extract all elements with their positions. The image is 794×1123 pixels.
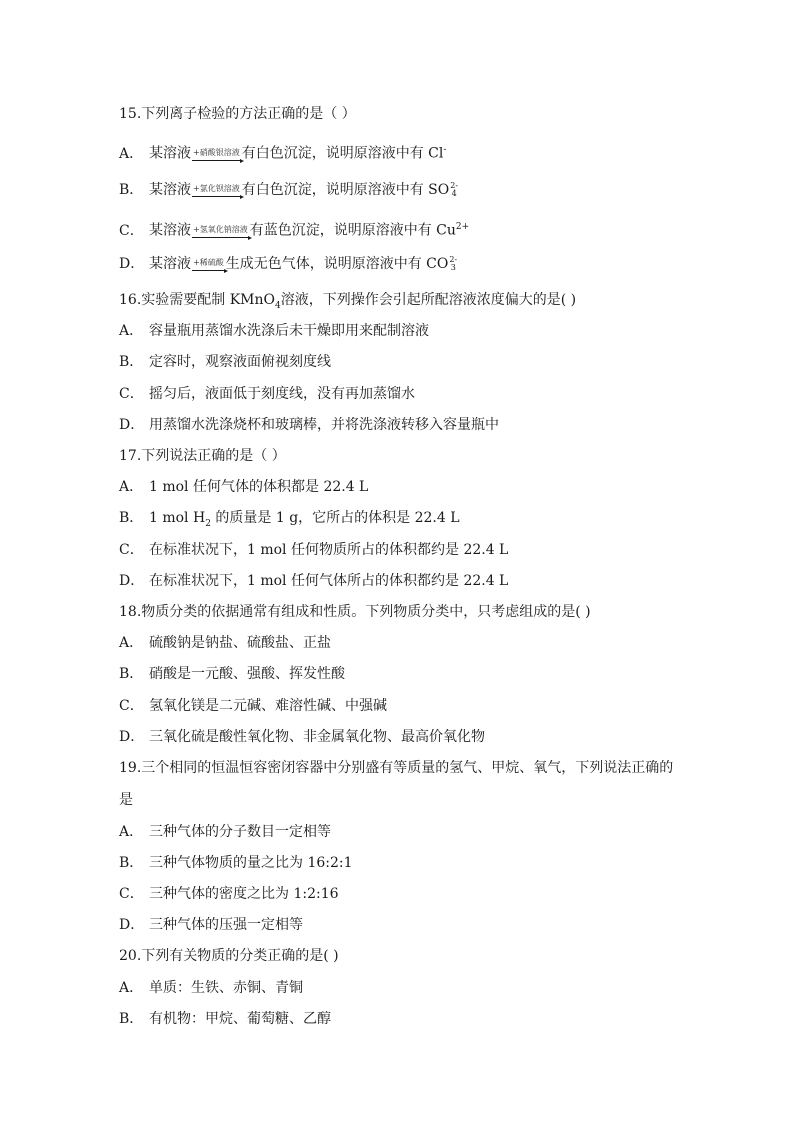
q18-option-b xyxy=(119,664,345,684)
ion-charge: - xyxy=(443,145,447,155)
option-text-post: 有白色沉淀，说明原溶液中有 Cl xyxy=(241,145,444,162)
option-label: D． xyxy=(119,417,145,433)
option-label: C． xyxy=(119,698,144,714)
q15-option-a xyxy=(119,140,446,164)
option-text: 有机物：甲烷、葡萄糖、乙醇 xyxy=(149,1011,331,1027)
option-text-post: 生成无色气体，说明原溶液中有 CO xyxy=(225,256,449,272)
q20-stem: 20.下列有关物质的分类正确的是( ) xyxy=(119,948,339,964)
option-label: A． xyxy=(119,323,144,339)
q16-stem xyxy=(119,290,576,316)
option-label: D． xyxy=(119,729,145,745)
reagent-arrow: +硝酸银溶液 xyxy=(192,149,241,161)
option-text-pre: 1 mol H xyxy=(149,510,206,526)
option-text-post: 的质量是 1 g，它所占的体积是 22.4 L xyxy=(210,510,460,526)
frac-bottom: 3 xyxy=(450,263,456,272)
q15-option-b xyxy=(119,180,458,200)
ion-charge: 2+ xyxy=(455,222,470,232)
ion-charge-fraction xyxy=(450,182,458,198)
option-text: 硝酸是一元酸、强酸、挥发性酸 xyxy=(149,666,345,682)
q17-option-c xyxy=(119,540,508,560)
option-text-post: 有白色沉淀，说明原溶液中有 SO xyxy=(241,182,450,198)
option-text: 用蒸馏水洗涤烧杯和玻璃棒，并将洗涤液转移入容量瓶中 xyxy=(149,417,499,433)
option-text-post: 有蓝色沉淀，说明原溶液中有 Cu xyxy=(249,222,456,239)
q17-stem: 17.下列说法正确的是（ ） xyxy=(119,448,286,464)
q20-option-b xyxy=(119,1009,331,1029)
reagent-arrow: +氯化钡溶液 xyxy=(192,185,241,197)
q16-option-b xyxy=(119,352,331,372)
option-text: 三种气体的压强一定相等 xyxy=(149,917,303,933)
option-label: B． xyxy=(119,1011,144,1027)
q15-stem: 15.下列离子检验的方法正确的是（ ） xyxy=(119,106,356,122)
q18-option-a xyxy=(119,633,331,653)
option-label: C． xyxy=(119,386,144,402)
option-text-pre: 某溶液 xyxy=(149,222,191,239)
option-label: A． xyxy=(119,635,144,651)
q19-option-b xyxy=(119,853,353,873)
option-text: 氢氧化镁是二元碱、难溶性碱、中强碱 xyxy=(149,698,387,714)
option-text: 单质：生铁、赤铜、青铜 xyxy=(149,980,303,996)
q18-stem: 18.物质分类的依据通常有组成和性质。下列物质分类中，只考虑组成的是( ) xyxy=(119,604,591,620)
option-text: 硫酸钠是钠盐、硫酸盐、正盐 xyxy=(149,635,331,651)
option-text: 在标准状况下，1 mol 任何物质所占的体积都约是 22.4 L xyxy=(149,542,509,558)
frac-top: 2- xyxy=(449,255,458,264)
option-text: 定容时，观察液面俯视刻度线 xyxy=(149,354,331,370)
option-text: 三种气体的分子数目一定相等 xyxy=(149,824,331,840)
q18-option-c xyxy=(119,696,387,716)
q18-option-d xyxy=(119,727,485,747)
option-label: C． xyxy=(119,542,144,558)
option-text: 1 mol 任何气体的体积都是 22.4 L xyxy=(149,479,369,495)
option-text: 三种气体物质的量之比为 16:2:1 xyxy=(149,855,353,871)
option-label: B． xyxy=(119,855,144,871)
option-text-pre: 某溶液 xyxy=(149,145,191,162)
reagent-arrow: +氢氧化钠溶液 xyxy=(192,226,249,238)
option-label: A． xyxy=(119,145,144,162)
reagent-arrow: +稀硫酸 xyxy=(192,259,225,271)
option-text: 三氧化硫是酸性氧化物、非金属氧化物、最高价氧化物 xyxy=(149,729,485,745)
q16-option-d xyxy=(119,415,499,435)
ion-charge-fraction xyxy=(449,256,457,272)
frac-top: 2- xyxy=(450,181,459,190)
q20-option-a xyxy=(119,978,303,998)
option-label: D． xyxy=(119,573,145,589)
q17-option-d xyxy=(119,571,508,591)
option-label: A． xyxy=(119,479,144,495)
q19-option-d xyxy=(119,915,303,935)
q19-option-a xyxy=(119,822,331,842)
q17-option-b xyxy=(119,508,460,534)
q19-option-c xyxy=(119,884,339,904)
option-label: B． xyxy=(119,354,144,370)
option-label: B． xyxy=(119,182,144,198)
option-label: C． xyxy=(119,886,144,902)
option-text: 在标准状况下，1 mol 任何气体所占的体积都约是 22.4 L xyxy=(149,573,509,589)
q17-option-a xyxy=(119,477,368,497)
subscript: 2 xyxy=(205,518,211,529)
q15-option-c xyxy=(119,217,469,241)
option-text: 三种气体的密度之比为 1:2:16 xyxy=(149,886,339,902)
stem-post: 溶液，下列操作会引起所配溶液浓度偏大的是( ) xyxy=(280,292,577,308)
option-label: A． xyxy=(119,980,144,996)
subscript: 4 xyxy=(275,300,281,311)
option-label: B． xyxy=(119,666,144,682)
option-label: A． xyxy=(119,824,144,840)
option-text: 容量瓶用蒸馏水洗涤后未干燥即用来配制溶液 xyxy=(149,323,429,339)
option-text: 摇匀后，液面低于刻度线，没有再加蒸馏水 xyxy=(149,386,415,402)
option-label: C． xyxy=(119,222,144,239)
q19-stem: 19.三个相同的恒温恒容密闭容器中分别盛有等质量的氢气、甲烷、氧气，下列说法正确的是 xyxy=(119,760,674,808)
option-label: D． xyxy=(119,256,145,272)
option-text-pre: 某溶液 xyxy=(149,182,191,198)
option-label: B． xyxy=(119,510,144,526)
option-text-pre: 某溶液 xyxy=(149,256,191,272)
option-label: D． xyxy=(119,917,145,933)
q16-option-a xyxy=(119,321,429,341)
stem-pre: 16.实验需要配制 KMnO xyxy=(119,292,276,308)
q16-option-c xyxy=(119,384,415,404)
q15-option-d xyxy=(119,254,457,274)
frac-bottom: 4 xyxy=(451,189,457,198)
